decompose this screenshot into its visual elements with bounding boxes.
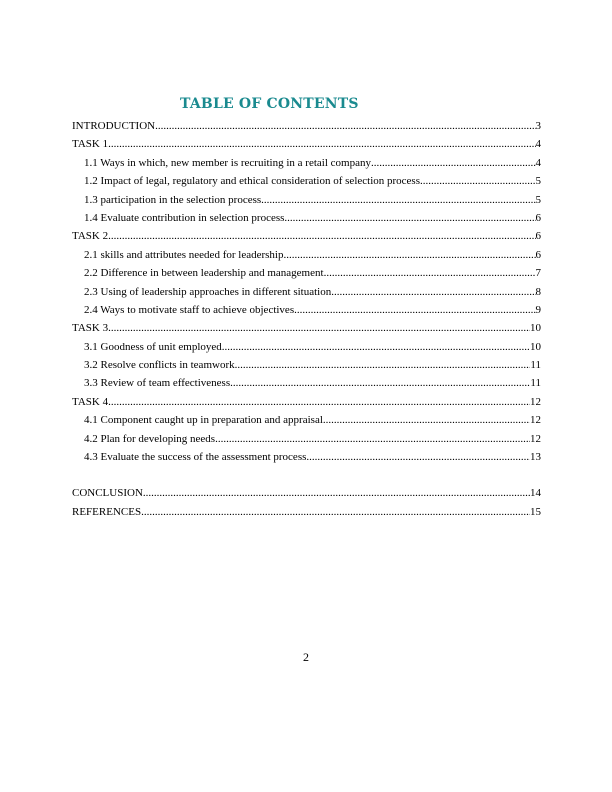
- toc-leader-dots: [324, 264, 536, 282]
- toc-entry-page: 8: [535, 285, 541, 298]
- toc-entry-label: 3.1 Goodness of unit employed: [84, 340, 222, 353]
- toc-entry-4-1: [72, 411, 541, 429]
- toc-entry-4-3: [72, 448, 541, 466]
- toc-entry-page: 10: [530, 322, 541, 335]
- toc-entry-2-1: [72, 246, 541, 264]
- toc-entry-page: 7: [535, 267, 541, 280]
- toc-entry-page: 13: [530, 451, 541, 464]
- toc-leader-dots: [141, 503, 530, 521]
- toc-leader-dots: [215, 430, 530, 448]
- toc-entry-label: TASK 3: [72, 322, 109, 335]
- toc-leader-dots: [143, 484, 530, 502]
- toc-entry-label: 3.2 Resolve conflicts in teamwork: [84, 359, 235, 372]
- toc-entry-page: 9: [535, 303, 541, 316]
- toc-entry-page: 15: [530, 505, 541, 518]
- toc-entry-3-3: [72, 374, 541, 392]
- toc-entry-label: 4.3 Evaluate the success of the assessment process: [84, 451, 307, 464]
- toc-entry-page: 11: [530, 377, 541, 390]
- toc-leader-dots: [261, 191, 535, 209]
- toc-entry-label: TASK 2: [72, 230, 109, 243]
- toc-entry-1-3: [72, 191, 541, 209]
- toc-entry-label: 1.2 Impact of legal, regulatory and ethical consideration of selection process: [84, 175, 420, 188]
- toc-entry-label: TASK 1: [72, 138, 109, 151]
- toc-leader-dots: [331, 283, 535, 301]
- toc-entry-page: 11: [530, 359, 541, 372]
- toc-entry-2-2: [72, 264, 541, 282]
- toc-entry-label: 4.2 Plan for developing needs: [84, 432, 216, 445]
- toc-entry-page: 6: [535, 248, 541, 261]
- toc-entry-page: 10: [530, 340, 541, 353]
- toc-entry-page: 5: [535, 193, 541, 206]
- toc-leader-dots: [371, 154, 536, 172]
- toc-entry-label: 1.4 Evaluate contribution in selection process: [84, 211, 285, 224]
- toc-entry-page: 4: [535, 156, 541, 169]
- toc-leader-dots: [294, 301, 535, 319]
- toc-entry-page: 5: [535, 175, 541, 188]
- toc-entry-task-4: [72, 393, 541, 411]
- toc-leader-dots: [222, 338, 530, 356]
- toc-entry-label: 2.4 Ways to motivate staff to achieve objectives: [84, 303, 295, 316]
- toc-entry-3-2: [72, 356, 541, 374]
- toc-leader-dots: [284, 209, 535, 227]
- toc-entry-label: REFERENCES: [72, 505, 142, 518]
- toc-leader-dots: [230, 374, 530, 392]
- toc-leader-dots: [235, 356, 531, 374]
- toc-entry-task-1: [72, 135, 541, 153]
- toc-entry-introduction: [72, 117, 541, 135]
- toc-entry-page: 12: [530, 395, 541, 408]
- toc-entry-4-2: [72, 430, 541, 448]
- toc-entry-references: [72, 503, 541, 521]
- toc-entry-page: 12: [530, 432, 541, 445]
- toc-leader-dots: [155, 117, 535, 135]
- toc-leader-dots: [108, 135, 535, 153]
- toc-entry-label: 2.1 skills and attributes needed for leadership: [84, 248, 284, 261]
- toc-leader-dots: [283, 246, 535, 264]
- toc-entry-1-1: [72, 154, 541, 172]
- toc-leader-dots: [108, 393, 530, 411]
- toc-entry-label: CONCLUSION: [72, 487, 143, 500]
- toc-entry-page: 3: [535, 120, 541, 132]
- toc-entry-conclusion: [72, 484, 541, 502]
- toc-leader-dots: [323, 411, 530, 429]
- toc-entry-label: 4.1 Component caught up in preparation and appraisal: [84, 414, 323, 427]
- toc-entry-label: 3.3 Review of team effectiveness: [84, 377, 231, 390]
- toc-entry-task-2: [72, 227, 541, 245]
- toc-entry-label: 1.3 participation in the selection process: [84, 193, 262, 206]
- toc-entry-label: 2.2 Difference in between leadership and management: [84, 267, 324, 280]
- toc-entry-1-4: [72, 209, 541, 227]
- toc-entry-page: 12: [530, 414, 541, 427]
- toc-entry-label: INTRODUCTION: [72, 120, 156, 132]
- toc-leader-dots: [420, 172, 536, 190]
- toc-entry-label: TASK 4: [72, 395, 109, 408]
- toc-leader-dots: [108, 319, 530, 337]
- toc-entry-task-3: [72, 319, 541, 337]
- toc-entry-label: 1.1 Ways in which, new member is recruiting in a retail company: [84, 156, 371, 169]
- toc-entry-2-3: [72, 283, 541, 301]
- toc-entry-page: 4: [535, 138, 541, 151]
- toc-entry-3-1: [72, 338, 541, 356]
- toc-entry-1-2: [72, 172, 541, 190]
- toc-entry-page: 6: [535, 211, 541, 224]
- toc-entry-page: 14: [530, 487, 541, 500]
- toc-entry-label: 2.3 Using of leadership approaches in different situation: [84, 285, 332, 298]
- toc-leader-dots: [306, 448, 530, 466]
- toc-title: TABLE OF CONTENTS: [180, 96, 359, 112]
- toc-entry-page: 6: [535, 230, 541, 243]
- toc-list: [72, 117, 541, 521]
- toc-leader-dots: [108, 227, 535, 245]
- toc-entry-2-4: [72, 301, 541, 319]
- page-number: 2: [303, 650, 309, 664]
